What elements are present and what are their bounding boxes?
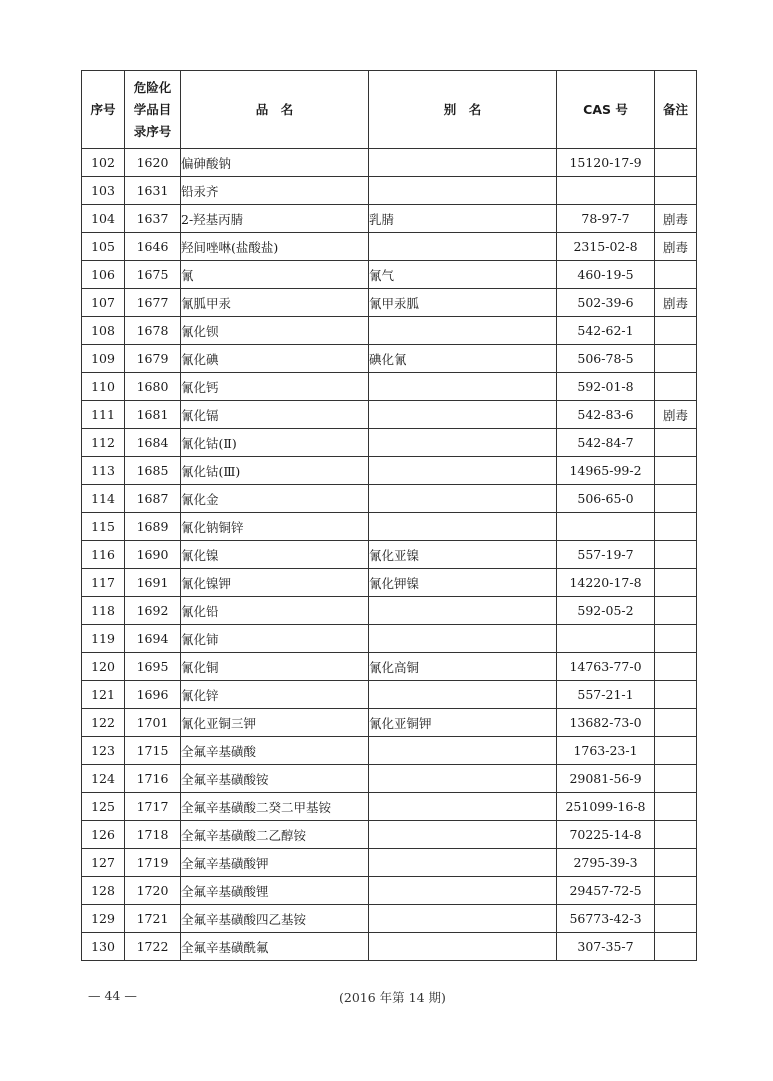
cell-catalog-number: 1722	[125, 933, 181, 961]
cell-name: 全氟辛基磺酸二癸二甲基铵	[181, 793, 369, 821]
cell-alias	[369, 429, 557, 457]
cell-alias	[369, 877, 557, 905]
cell-note	[655, 345, 697, 373]
table-row	[82, 149, 697, 177]
cell-cas: 542-84-7	[557, 429, 655, 457]
cell-catalog-number: 1675	[125, 261, 181, 289]
cell-seq: 110	[82, 373, 125, 401]
cell-seq: 102	[82, 149, 125, 177]
cell-alias	[369, 373, 557, 401]
cell-seq: 113	[82, 457, 125, 485]
cell-cas: 15120-17-9	[557, 149, 655, 177]
cell-name: 全氟辛基磺酸铵	[181, 765, 369, 793]
cell-name: 全氟辛基磺酰氟	[181, 933, 369, 961]
table-header-row	[82, 71, 697, 149]
cell-name: 氰化钙	[181, 373, 369, 401]
table-row	[82, 877, 697, 905]
cell-alias	[369, 849, 557, 877]
cell-note	[655, 681, 697, 709]
cell-seq: 107	[82, 289, 125, 317]
cell-cas: 592-05-2	[557, 597, 655, 625]
cell-alias: 氰气	[369, 261, 557, 289]
cell-seq: 122	[82, 709, 125, 737]
cell-cas: 542-62-1	[557, 317, 655, 345]
cell-name: 全氟辛基磺酸钾	[181, 849, 369, 877]
cell-alias	[369, 765, 557, 793]
table-row	[82, 681, 697, 709]
cell-seq: 115	[82, 513, 125, 541]
issue-label: (2016 年第 14 期)	[339, 990, 446, 1005]
cell-catalog-number: 1637	[125, 205, 181, 233]
cell-name: 氰化钡	[181, 317, 369, 345]
table-row	[82, 177, 697, 205]
cell-cas	[557, 177, 655, 205]
cell-cas: 502-39-6	[557, 289, 655, 317]
cell-catalog-number: 1680	[125, 373, 181, 401]
cell-name: 2-羟基丙腈	[181, 205, 369, 233]
cell-name: 氰胍甲汞	[181, 289, 369, 317]
header-catalog-line3: 录序号	[133, 123, 172, 139]
cell-note	[655, 793, 697, 821]
cell-seq: 127	[82, 849, 125, 877]
cell-alias: 氰甲汞胍	[369, 289, 557, 317]
cell-name: 氰化镍	[181, 541, 369, 569]
cell-seq: 121	[82, 681, 125, 709]
cell-note	[655, 569, 697, 597]
cell-seq: 124	[82, 765, 125, 793]
table-row	[82, 485, 697, 513]
cell-name: 全氟辛基磺酸二乙醇铵	[181, 821, 369, 849]
table-body	[82, 149, 697, 961]
cell-catalog-number: 1678	[125, 317, 181, 345]
cell-seq: 117	[82, 569, 125, 597]
cell-catalog-number: 1695	[125, 653, 181, 681]
cell-catalog-number: 1701	[125, 709, 181, 737]
cell-alias	[369, 177, 557, 205]
cell-note	[655, 933, 697, 961]
cell-seq: 112	[82, 429, 125, 457]
cell-catalog-number: 1689	[125, 513, 181, 541]
table-row	[82, 709, 697, 737]
cell-seq: 111	[82, 401, 125, 429]
cell-name: 氰化镍钾	[181, 569, 369, 597]
cell-seq: 119	[82, 625, 125, 653]
cell-alias: 碘化氰	[369, 345, 557, 373]
cell-note	[655, 653, 697, 681]
cell-cas: 506-78-5	[557, 345, 655, 373]
cell-name: 氰	[181, 261, 369, 289]
cell-name: 氰化镉	[181, 401, 369, 429]
table-row	[82, 569, 697, 597]
header-alias: 别 名	[369, 71, 557, 149]
cell-catalog-number: 1685	[125, 457, 181, 485]
cell-seq: 120	[82, 653, 125, 681]
cell-cas: 251099-16-8	[557, 793, 655, 821]
cell-alias	[369, 401, 557, 429]
table-row	[82, 373, 697, 401]
cell-note	[655, 905, 697, 933]
cell-name: 氰化钴(Ⅱ)	[181, 429, 369, 457]
cell-cas: 14763-77-0	[557, 653, 655, 681]
cell-seq: 106	[82, 261, 125, 289]
table-row	[82, 905, 697, 933]
cell-seq: 108	[82, 317, 125, 345]
cell-cas: 307-35-7	[557, 933, 655, 961]
cell-alias: 氰化亚镍	[369, 541, 557, 569]
cell-seq: 123	[82, 737, 125, 765]
cell-cas: 29457-72-5	[557, 877, 655, 905]
cell-note	[655, 513, 697, 541]
cell-alias	[369, 793, 557, 821]
cell-note	[655, 597, 697, 625]
cell-catalog-number: 1646	[125, 233, 181, 261]
cell-catalog-number: 1716	[125, 765, 181, 793]
cell-note	[655, 737, 697, 765]
hazardous-chemicals-table	[81, 70, 697, 961]
table-row	[82, 737, 697, 765]
cell-cas: 592-01-8	[557, 373, 655, 401]
cell-alias	[369, 681, 557, 709]
table-row	[82, 261, 697, 289]
cell-note	[655, 177, 697, 205]
cell-seq: 118	[82, 597, 125, 625]
cell-note	[655, 541, 697, 569]
table-row	[82, 653, 697, 681]
cell-catalog-number: 1690	[125, 541, 181, 569]
cell-cas: 460-19-5	[557, 261, 655, 289]
cell-note: 剧毒	[655, 401, 697, 429]
cell-catalog-number: 1696	[125, 681, 181, 709]
table-row	[82, 205, 697, 233]
cell-note	[655, 485, 697, 513]
cell-cas: 557-19-7	[557, 541, 655, 569]
header-seq: 序号	[82, 71, 125, 149]
cell-catalog-number: 1620	[125, 149, 181, 177]
cell-seq: 125	[82, 793, 125, 821]
cell-note: 剧毒	[655, 233, 697, 261]
cell-catalog-number: 1694	[125, 625, 181, 653]
cell-catalog-number: 1692	[125, 597, 181, 625]
cell-note	[655, 709, 697, 737]
cell-name: 氰化钴(Ⅲ)	[181, 457, 369, 485]
cell-seq: 129	[82, 905, 125, 933]
cell-name: 氰化铜	[181, 653, 369, 681]
cell-name: 氰化铅	[181, 597, 369, 625]
cell-seq: 126	[82, 821, 125, 849]
cell-name: 氰化钠铜锌	[181, 513, 369, 541]
table-row	[82, 541, 697, 569]
cell-catalog-number: 1721	[125, 905, 181, 933]
cell-alias	[369, 737, 557, 765]
cell-catalog-number: 1691	[125, 569, 181, 597]
cell-note	[655, 821, 697, 849]
table-row	[82, 793, 697, 821]
cell-seq: 114	[82, 485, 125, 513]
cell-note	[655, 149, 697, 177]
cell-cas: 70225-14-8	[557, 821, 655, 849]
cell-note	[655, 877, 697, 905]
header-name: 品 名	[181, 71, 369, 149]
cell-cas: 13682-73-0	[557, 709, 655, 737]
cell-seq: 104	[82, 205, 125, 233]
cell-alias	[369, 933, 557, 961]
cell-name: 氰化锌	[181, 681, 369, 709]
cell-cas: 14965-99-2	[557, 457, 655, 485]
cell-alias	[369, 457, 557, 485]
cell-cas: 506-65-0	[557, 485, 655, 513]
cell-alias: 氰化高铜	[369, 653, 557, 681]
cell-cas: 557-21-1	[557, 681, 655, 709]
cell-note: 剧毒	[655, 289, 697, 317]
cell-seq: 128	[82, 877, 125, 905]
table-row	[82, 597, 697, 625]
cell-alias: 氰化钾镍	[369, 569, 557, 597]
cell-name: 氰化铈	[181, 625, 369, 653]
cell-catalog-number: 1684	[125, 429, 181, 457]
cell-note	[655, 429, 697, 457]
cell-name: 铅汞齐	[181, 177, 369, 205]
cell-alias	[369, 625, 557, 653]
table-row	[82, 289, 697, 317]
table-row	[82, 513, 697, 541]
cell-cas: 2795-39-3	[557, 849, 655, 877]
cell-alias	[369, 513, 557, 541]
header-catalog-line1: 危险化	[133, 79, 172, 95]
cell-catalog-number: 1718	[125, 821, 181, 849]
table-row	[82, 233, 697, 261]
cell-note	[655, 765, 697, 793]
cell-seq: 116	[82, 541, 125, 569]
cell-name: 偏砷酸钠	[181, 149, 369, 177]
cell-name: 全氟辛基磺酸锂	[181, 877, 369, 905]
cell-alias	[369, 317, 557, 345]
cell-cas: 2315-02-8	[557, 233, 655, 261]
cell-alias	[369, 149, 557, 177]
cell-alias: 乳腈	[369, 205, 557, 233]
cell-cas: 78-97-7	[557, 205, 655, 233]
header-note: 备注	[655, 71, 697, 149]
cell-seq: 130	[82, 933, 125, 961]
cell-name: 氰化金	[181, 485, 369, 513]
table-row	[82, 821, 697, 849]
cell-cas: 542-83-6	[557, 401, 655, 429]
cell-catalog-number: 1679	[125, 345, 181, 373]
cell-note	[655, 317, 697, 345]
cell-seq: 109	[82, 345, 125, 373]
cell-note	[655, 261, 697, 289]
cell-name: 氰化亚铜三钾	[181, 709, 369, 737]
header-catalog-number	[125, 71, 181, 149]
cell-cas: 1763-23-1	[557, 737, 655, 765]
table-row	[82, 625, 697, 653]
cell-note: 剧毒	[655, 205, 697, 233]
cell-name: 全氟辛基磺酸	[181, 737, 369, 765]
cell-name: 氰化碘	[181, 345, 369, 373]
cell-alias	[369, 597, 557, 625]
cell-catalog-number: 1715	[125, 737, 181, 765]
cell-cas: 56773-42-3	[557, 905, 655, 933]
cell-catalog-number: 1631	[125, 177, 181, 205]
cell-catalog-number: 1720	[125, 877, 181, 905]
cell-catalog-number: 1717	[125, 793, 181, 821]
header-cas: CAS 号	[557, 71, 655, 149]
cell-name: 全氟辛基磺酸四乙基铵	[181, 905, 369, 933]
header-catalog-line2: 学品目	[133, 101, 172, 117]
table-row	[82, 457, 697, 485]
cell-alias	[369, 821, 557, 849]
cell-alias	[369, 233, 557, 261]
cell-cas	[557, 513, 655, 541]
table-row	[82, 765, 697, 793]
cell-catalog-number: 1687	[125, 485, 181, 513]
table-row	[82, 849, 697, 877]
cell-name: 羟间唑啉(盐酸盐)	[181, 233, 369, 261]
table-row	[82, 345, 697, 373]
cell-alias	[369, 905, 557, 933]
cell-note	[655, 625, 697, 653]
cell-catalog-number: 1681	[125, 401, 181, 429]
cell-catalog-number: 1677	[125, 289, 181, 317]
document-page	[81, 70, 696, 961]
cell-catalog-number: 1719	[125, 849, 181, 877]
cell-alias	[369, 485, 557, 513]
table-row	[82, 401, 697, 429]
cell-cas: 14220-17-8	[557, 569, 655, 597]
page-number: — 44 —	[88, 988, 137, 1003]
cell-cas	[557, 625, 655, 653]
cell-note	[655, 849, 697, 877]
cell-seq: 105	[82, 233, 125, 261]
cell-alias: 氰化亚铜钾	[369, 709, 557, 737]
table-row	[82, 317, 697, 345]
cell-note	[655, 373, 697, 401]
cell-cas: 29081-56-9	[557, 765, 655, 793]
table-row	[82, 429, 697, 457]
cell-note	[655, 457, 697, 485]
table-row	[82, 933, 697, 961]
cell-seq: 103	[82, 177, 125, 205]
